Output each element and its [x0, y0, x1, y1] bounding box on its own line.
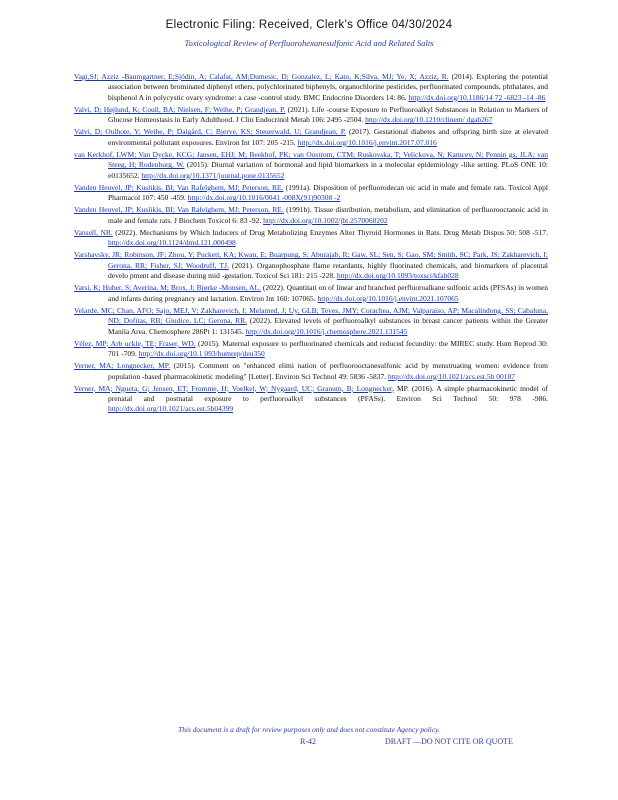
reference-item [74, 339, 548, 360]
draft-disclaimer: This document is a draft for review purposes only and does not constitute Agency policy. [178, 725, 440, 734]
doi-link[interactable]: http://dx.doi.org/10.1016/j.envint.2021.107065 [317, 293, 459, 303]
reference-authors[interactable]: Vagi,SJ; Azziz -Baumgartner, E;Sjödin, A; Calafat, AM;Dumesic, D; Gonzalez, L; Kato, K;Silva, MJ; Ye, X; Azziz, R. [74, 72, 449, 81]
reference-authors[interactable]: Verner, MA; Longnecker, MP. [74, 361, 170, 371]
doi-link[interactable]: http://dx.doi.org/10.1093/toxsci/kfab028 [336, 271, 459, 281]
reference-authors[interactable]: Vélez, MP; Arb uckle, TE; Fraser, WD. [74, 338, 196, 348]
reference-item [74, 283, 548, 304]
reference-body: (2022). Quantitati on of linear and branched perfluoroalkane sulfonic acids (PFSAs) in women and infants during pregnancy and lactation. Environ Int 160: 107065. [108, 283, 548, 303]
doi-link[interactable]: http://dx.doi.org/10.1371/journal.pone.0135652 [141, 170, 285, 180]
reference-body: (2022). Elevated levels of perfluoroalkyl substances in breast cancer patients within the Greater Manila Area. Chemosphere 286Pt 1: 131545. [108, 316, 548, 336]
draft-notice: DRAFT —DO NOT CITE OR QUOTE [385, 737, 513, 746]
doi-link[interactable]: http://dx.doi.org/10.1210/clinem/ dgab267 [365, 115, 493, 125]
reference-list [74, 72, 548, 417]
doi-link[interactable]: http://dx.doi.org/10.1186/14 72 -6823 -14 -86 [408, 92, 546, 102]
reference-authors[interactable]: van Kerkhof, LWM; Van Dycke, KCG; Jansen, EHJ; M; Beekhof, PK; van Oostrom, CTM; Ruskovska, T; Velickova, N; Kamcev, N; Pennin gs, JLA; van Steeg, H; Rodenburg, W. [74, 149, 548, 170]
reference-item [74, 150, 548, 181]
reference-item [74, 228, 548, 249]
reference-authors[interactable]: Varsi, K; Huber, S; Averina, M; Brox, J; Bjørke -Monsen, AL. [74, 283, 261, 293]
reference-body: (2021). Organophosphate flame retardants, highly fluorinated chemicals, and biomarkers of placental develo pment and disease during mid -gestation. Toxicol Sci 181: 215 -228. [108, 260, 548, 281]
reference-authors[interactable]: Vansell, NR. [74, 227, 113, 237]
reference-authors[interactable]: Verner, MA; Ngueta, G; Jensen, ET; Fromme, H; Voelkel, W; Nygaard, UC; Granum, B; Longnecker, [74, 383, 395, 393]
reference-authors[interactable]: Velarde, MC; Chan, AFO; Sajo, MEJ, V; Zakharevich, I; Melamed, J; Uy, GLB; Teves, JMY; Corachea, AJM; Valparaiso, AP; Macalindong, SS; Cabaluna, ND; Dofitas, RB; Giudice, LC; Gerona, RR. [74, 305, 548, 326]
page-number: R-42 [300, 737, 316, 746]
reference-item [74, 127, 548, 148]
doi-link[interactable]: http://dx.doi.org/10.1002/jbt.2570060202 [263, 215, 388, 225]
reference-body: (2021). Life -course Exposure to Perfluoroalkyl Substances in Relation to Markers of Glucose Homeostasis in Early Adulthood. J Clin Endocrinol Metab 106: 2495 -2504. [108, 104, 549, 125]
doi-link[interactable]: http://dx.doi.org/10.1016/0041 -008X(91)90308 -2 [187, 193, 341, 203]
reference-body: MP. (2016). A simple pharmacokinetic model of prenatal and postnatal exposure to perfluoroalkyl substances (PFASs). Environ Sci Technol 50: 978 -986. [108, 383, 549, 404]
doi-link[interactable]: http://dx.doi.org/10.1021/acs.est.5b 00187 [388, 371, 515, 381]
doi-link[interactable]: http://dx.doi.org/10.1124/dmd.121.000498 [108, 238, 236, 248]
doi-link[interactable]: http://dx.doi.org/10.1016/j.chemosphere.2021.131545 [245, 326, 408, 336]
reference-body: (1991a). Disposition of perfluorodecan oic acid in male and female rats. Toxicol Appl Pharmacol 107: 450 -459. [108, 182, 548, 203]
reference-body: (2015). Comment on "enhanced elimi nation of perfluorooctanesulfonic acid by menstruating women: evidence from population -based pharmacokinetic modeling" [Letter]. Environ Sci Technol 49: 5836 -5837. [108, 361, 549, 381]
reference-authors[interactable]: Vanden Heuvel, JP; Kuslikis, BI; Van Rafelghem, MJ; Peterson, RE. [74, 182, 284, 192]
reference-item [74, 105, 548, 126]
reference-body: (2017). Gestational diabetes and offspring birth size at elevated environmental pollutant exposures. Environ Int 107: 205 -215. [108, 127, 548, 147]
reference-item [74, 306, 548, 337]
reference-item [74, 250, 548, 281]
running-title: Toxicological Review of Perfluorohexanesulfonic Acid and Related Salts [184, 38, 434, 48]
filing-stamp: Electronic Filing: Received, Clerk's Office 04/30/2024 [165, 19, 453, 31]
reference-authors[interactable]: Valvi, D; Højlund, K; Coull, BA; Nielsen, F; Weihe, P; Grandjean, P. [74, 104, 286, 114]
reference-body: (2015). Maternal exposure to perfluorinated chemicals and reduced fecundity: the MIREC study. Hum Reprod 30: 701 -709. [108, 338, 548, 359]
doi-link[interactable]: http://dx.doi.org/10.1 093/humrep/deu350 [138, 349, 265, 359]
reference-item [74, 72, 548, 103]
reference-item [74, 384, 548, 415]
doi-link[interactable]: http://dx.doi.org/10.1016/j.envint.2017.07.016 [297, 137, 437, 147]
reference-authors[interactable]: Vanden Heuvel, JP; Kuslikis, BI; Van Rafelghem, MJ; Peterson, RE. [74, 205, 284, 215]
reference-body: (2014). Exploring the potential association between brominated diphenyl ethers, polychlorinated biphenyls, organochlorine pesticides, perfluorinated compounds, phthalates, and bisphenol A in polycystic ovary syndrome: a case -control study. BMC Endocrine Disorders 14: 86. [108, 72, 549, 102]
reference-item [74, 183, 548, 204]
reference-authors[interactable]: Varshavsky, JR; Robinson, JF; Zhou, Y; Puckett, KA; Kwan, E; Buarpung, S; Aburajab, R; Gaw, SL; Sen, S; Gao, SM; Smith, SC; Park, JS; Zakharevich, I; Gerona, RR; Fisher, SJ; Woodruff, TJ. [74, 250, 548, 270]
reference-body: (2015). Diurnal variation of hormonal and lipid biomarkers in a molecular epidemiology -like setting. PLoS ONE 10: e0135652. [108, 160, 548, 180]
reference-item [74, 361, 548, 382]
doi-link[interactable]: http://dx.doi.org/10.1021/acs.est.5b04399 [108, 404, 234, 414]
reference-authors[interactable]: Valvi, D; Oulhote, Y; Weihe, P; Dalgård, C; Bjerve, KS; Steuerwald, U; Grandjean, P. [74, 127, 346, 137]
reference-body: (2022). Mechanisms by Which Inducers of Drug Metabolizing Enzymes Alter Thyroid Hormones in Rats. Drug Metab Dispos 50: 508 -517. [115, 227, 549, 237]
reference-item [74, 205, 548, 226]
reference-body: (1991b). Tissue distribution, metabolism, and elimination of perfluorooctanoic acid in male and female rats. J Biochem Toxicol 6: 83 -92. [108, 205, 548, 225]
